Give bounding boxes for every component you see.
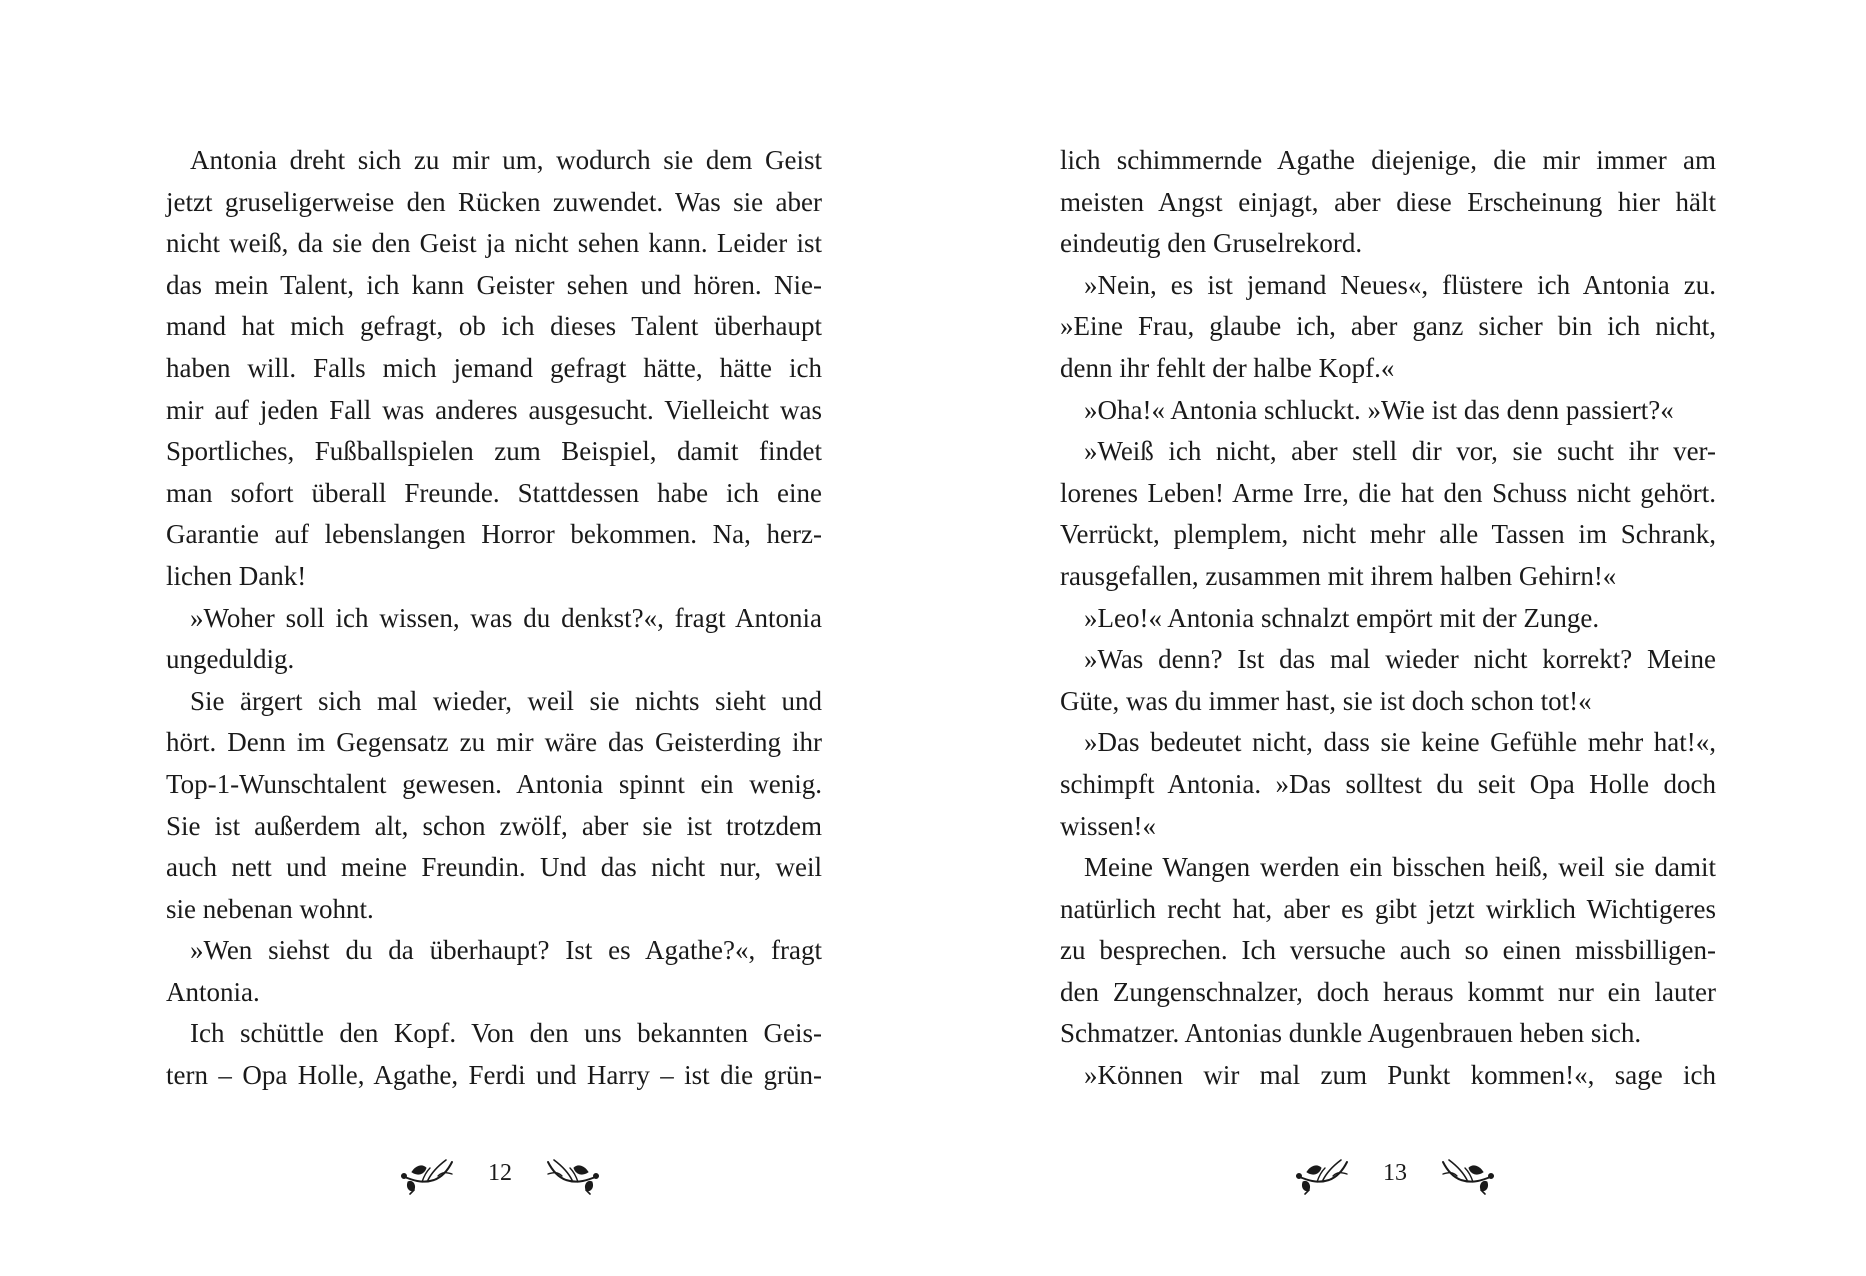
text-line: mand hat mich gefragt, ob ich dieses Talent überhaupt: [166, 311, 822, 342]
bird-branch-ornament-icon: [398, 1150, 456, 1196]
text-line: Güte, was du immer hast, sie ist doch schon tot!«: [1060, 685, 1592, 716]
text-line: »Nein, es ist jemand Neues«, flüstere ich Antonia zu.: [1084, 269, 1716, 300]
text-line: Schmatzer. Antonias dunkle Augenbrauen heben sich.: [1060, 1018, 1642, 1049]
bird-branch-ornament-icon: [1439, 1150, 1497, 1196]
left-page-text: [166, 140, 822, 1097]
text-line: Sportliches, Fußballspielen zum Beispiel, damit findet: [166, 436, 822, 467]
text-line: meisten Angst einjagt, aber diese Erscheinung hier hält: [1060, 186, 1716, 217]
text-line: mir auf jeden Fall was anderes ausgesucht. Vielleicht was: [166, 394, 822, 425]
text-line: nicht weiß, da sie den Geist ja nicht sehen kann. Leider ist: [166, 228, 822, 259]
text-line: lichen Dank!: [166, 560, 307, 591]
text-line: Sie ärgert sich mal wieder, weil sie nichts sieht und: [190, 685, 822, 716]
text-line: haben will. Falls mich jemand gefragt hätte, hätte ich: [166, 352, 822, 383]
text-line: »Weiß ich nicht, aber stell dir vor, sie sucht ihr ver-: [1084, 436, 1716, 467]
text-line: Meine Wangen werden ein bisschen heiß, weil sie damit: [1084, 852, 1716, 883]
text-line: sie nebenan wohnt.: [166, 893, 374, 924]
text-line: »Eine Frau, glaube ich, aber ganz sicher bin ich nicht,: [1060, 311, 1716, 342]
text-line: Top-1-Wunschtalent gewesen. Antonia spinnt ein wenig.: [166, 768, 822, 799]
text-line: tern – Opa Holle, Agathe, Ferdi und Harry – ist die grün-: [166, 1060, 822, 1091]
page-number: 13: [1383, 1159, 1407, 1186]
text-line: Antonia.: [166, 976, 260, 1007]
text-line: ungeduldig.: [166, 644, 295, 675]
text-line: Antonia dreht sich zu mir um, wodurch sie dem Geist: [190, 145, 822, 175]
right-page-text: [1060, 140, 1716, 1097]
text-line: »Leo!« Antonia schnalzt empört mit der Zunge.: [1084, 602, 1600, 633]
text-line: schimpft Antonia. »Das solltest du seit Opa Holle doch: [1060, 768, 1716, 799]
text-line: hört. Denn im Gegensatz zu mir wäre das Geisterding ihr: [166, 727, 822, 758]
text-line: lich schimmernde Agathe diejenige, die mir immer am: [1060, 145, 1716, 175]
text-line: denn ihr fehlt der halbe Kopf.«: [1060, 352, 1395, 383]
right-page-folio: [1293, 1148, 1497, 1198]
right-page: [933, 0, 1866, 1276]
text-line: man sofort überall Freunde. Stattdessen habe ich eine: [166, 477, 822, 508]
text-line: eindeutig den Gruselrekord.: [1060, 228, 1363, 259]
text-line: das mein Talent, ich kann Geister sehen und hören. Nie-: [166, 269, 822, 300]
text-line: Verrückt, plemplem, nicht mehr alle Tassen im Schrank,: [1060, 519, 1716, 550]
bird-branch-ornament-icon: [1293, 1150, 1351, 1196]
text-line: natürlich recht hat, aber es gibt jetzt wirklich Wichtigeres: [1060, 893, 1716, 924]
text-line: »Können wir mal zum Punkt kommen!«, sage ich: [1084, 1060, 1716, 1091]
text-line: lorenes Leben! Arme Irre, die hat den Schuss nicht gehört.: [1060, 477, 1716, 508]
text-line: den Zungenschnalzer, doch heraus kommt nur ein lauter: [1060, 976, 1716, 1007]
page-number: 12: [488, 1159, 512, 1186]
text-line: »Das bedeutet nicht, dass sie keine Gefühle mehr hat!«,: [1084, 727, 1716, 758]
text-line: »Woher soll ich wissen, was du denkst?«, fragt Antonia: [190, 602, 822, 633]
text-line: rausgefallen, zusammen mit ihrem halben Gehirn!«: [1060, 560, 1617, 591]
text-line: Garantie auf lebenslangen Horror bekommen. Na, herz-: [166, 519, 822, 550]
text-line: zu besprechen. Ich versuche auch so einen missbilligen-: [1060, 935, 1716, 966]
text-line: auch nett und meine Freundin. Und das nicht nur, weil: [166, 852, 822, 883]
text-line: jetzt gruseligerweise den Rücken zuwendet. Was sie aber: [166, 186, 822, 217]
left-page-folio: [398, 1148, 602, 1198]
text-line: Sie ist außerdem alt, schon zwölf, aber sie ist trotzdem: [166, 810, 822, 841]
bird-branch-ornament-icon: [544, 1150, 602, 1196]
text-line: wissen!«: [1060, 810, 1156, 841]
text-line: »Wen siehst du da überhaupt? Ist es Agathe?«, fragt: [190, 935, 822, 966]
text-line: »Was denn? Ist das mal wieder nicht korrekt? Meine: [1084, 644, 1716, 675]
text-line: »Oha!« Antonia schluckt. »Wie ist das denn passiert?«: [1084, 394, 1674, 425]
text-line: Ich schüttle den Kopf. Von den uns bekannten Geis-: [190, 1018, 822, 1049]
